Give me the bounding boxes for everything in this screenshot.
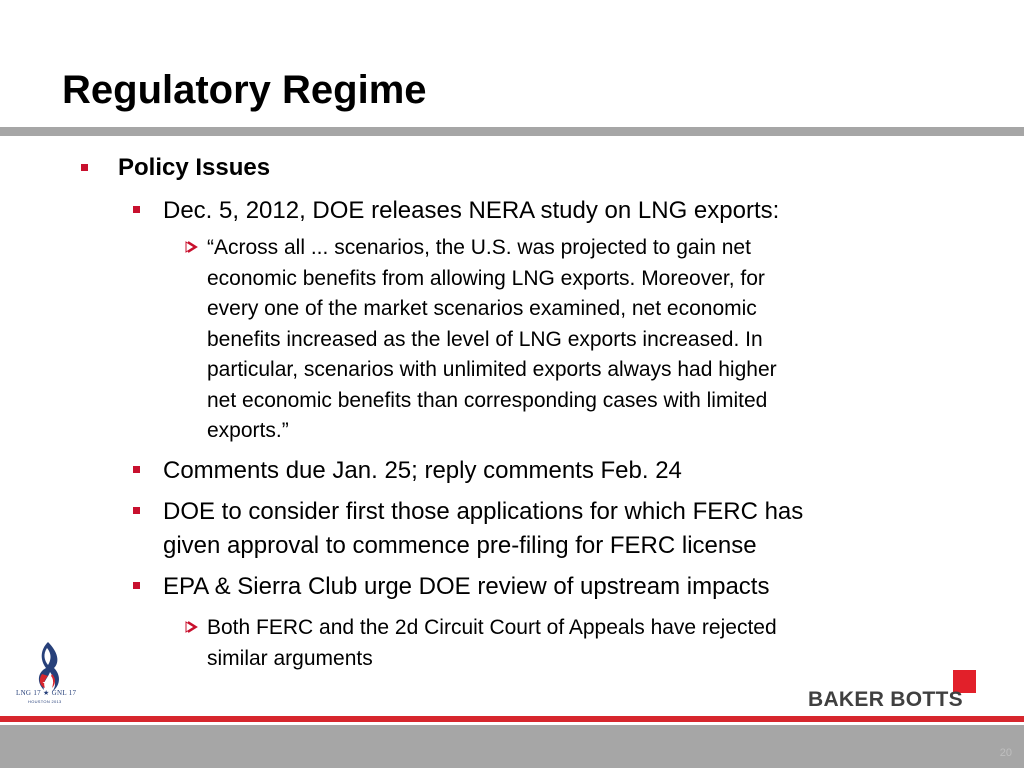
quote-line: particular, scenarios with unlimited exports always had higher [207, 358, 777, 381]
subbullet-line: similar arguments [207, 646, 373, 670]
bullet-line: given approval to commence pre-filing for FERC license [163, 532, 757, 559]
quote-line: every one of the market scenarios examined, net economic [207, 297, 757, 320]
doe-consider-bullet [163, 495, 803, 563]
title-divider [0, 127, 1024, 136]
arrow-bullet-icon [185, 620, 199, 634]
bullet-square [133, 466, 140, 473]
bullet-square [81, 164, 88, 171]
policy-issues-heading: Policy Issues [118, 154, 271, 181]
quote-line: net economic benefits than corresponding cases with limited [207, 388, 768, 412]
bullet-square [133, 582, 140, 589]
ferc-rejected-subbullet [207, 613, 777, 674]
footer-gray-bar [0, 725, 1024, 768]
page-number: 20 [999, 747, 1012, 759]
lng17-subcaption: HOUSTON 2013 [28, 699, 62, 704]
bullet-line: DOE to consider first those applications for which FERC has [163, 498, 804, 525]
bullet-square [133, 206, 140, 213]
quote-line: economic benefits from allowing LNG exports. Moreover, for [207, 266, 765, 290]
comments-due-bullet: Comments due Jan. 25; reply comments Feb. 24 [163, 457, 682, 484]
quote-line: “Across all ... scenarios, the U.S. was projected to gain net [207, 236, 751, 259]
arrow-bullet-icon [185, 240, 199, 254]
epa-sierra-bullet: EPA & Sierra Club urge DOE review of upstream impacts [163, 573, 770, 600]
baker-botts-logo: BAKER BOTTS [808, 688, 963, 711]
quote-line: benefits increased as the level of LNG exports increased. In [207, 327, 763, 351]
lng17-caption: LNG 17 ★ GNL 17 [16, 689, 77, 697]
nera-study-bullet: Dec. 5, 2012, DOE releases NERA study on LNG exports: [163, 197, 780, 224]
slide-title: Regulatory Regime [62, 68, 427, 112]
quote-line: exports.” [207, 419, 289, 442]
subbullet-line: Both FERC and the 2d Circuit Court of Appeals have rejected [207, 616, 777, 639]
nera-quote [207, 233, 777, 447]
bullet-square [133, 507, 140, 514]
footer-red-bar [0, 716, 1024, 722]
